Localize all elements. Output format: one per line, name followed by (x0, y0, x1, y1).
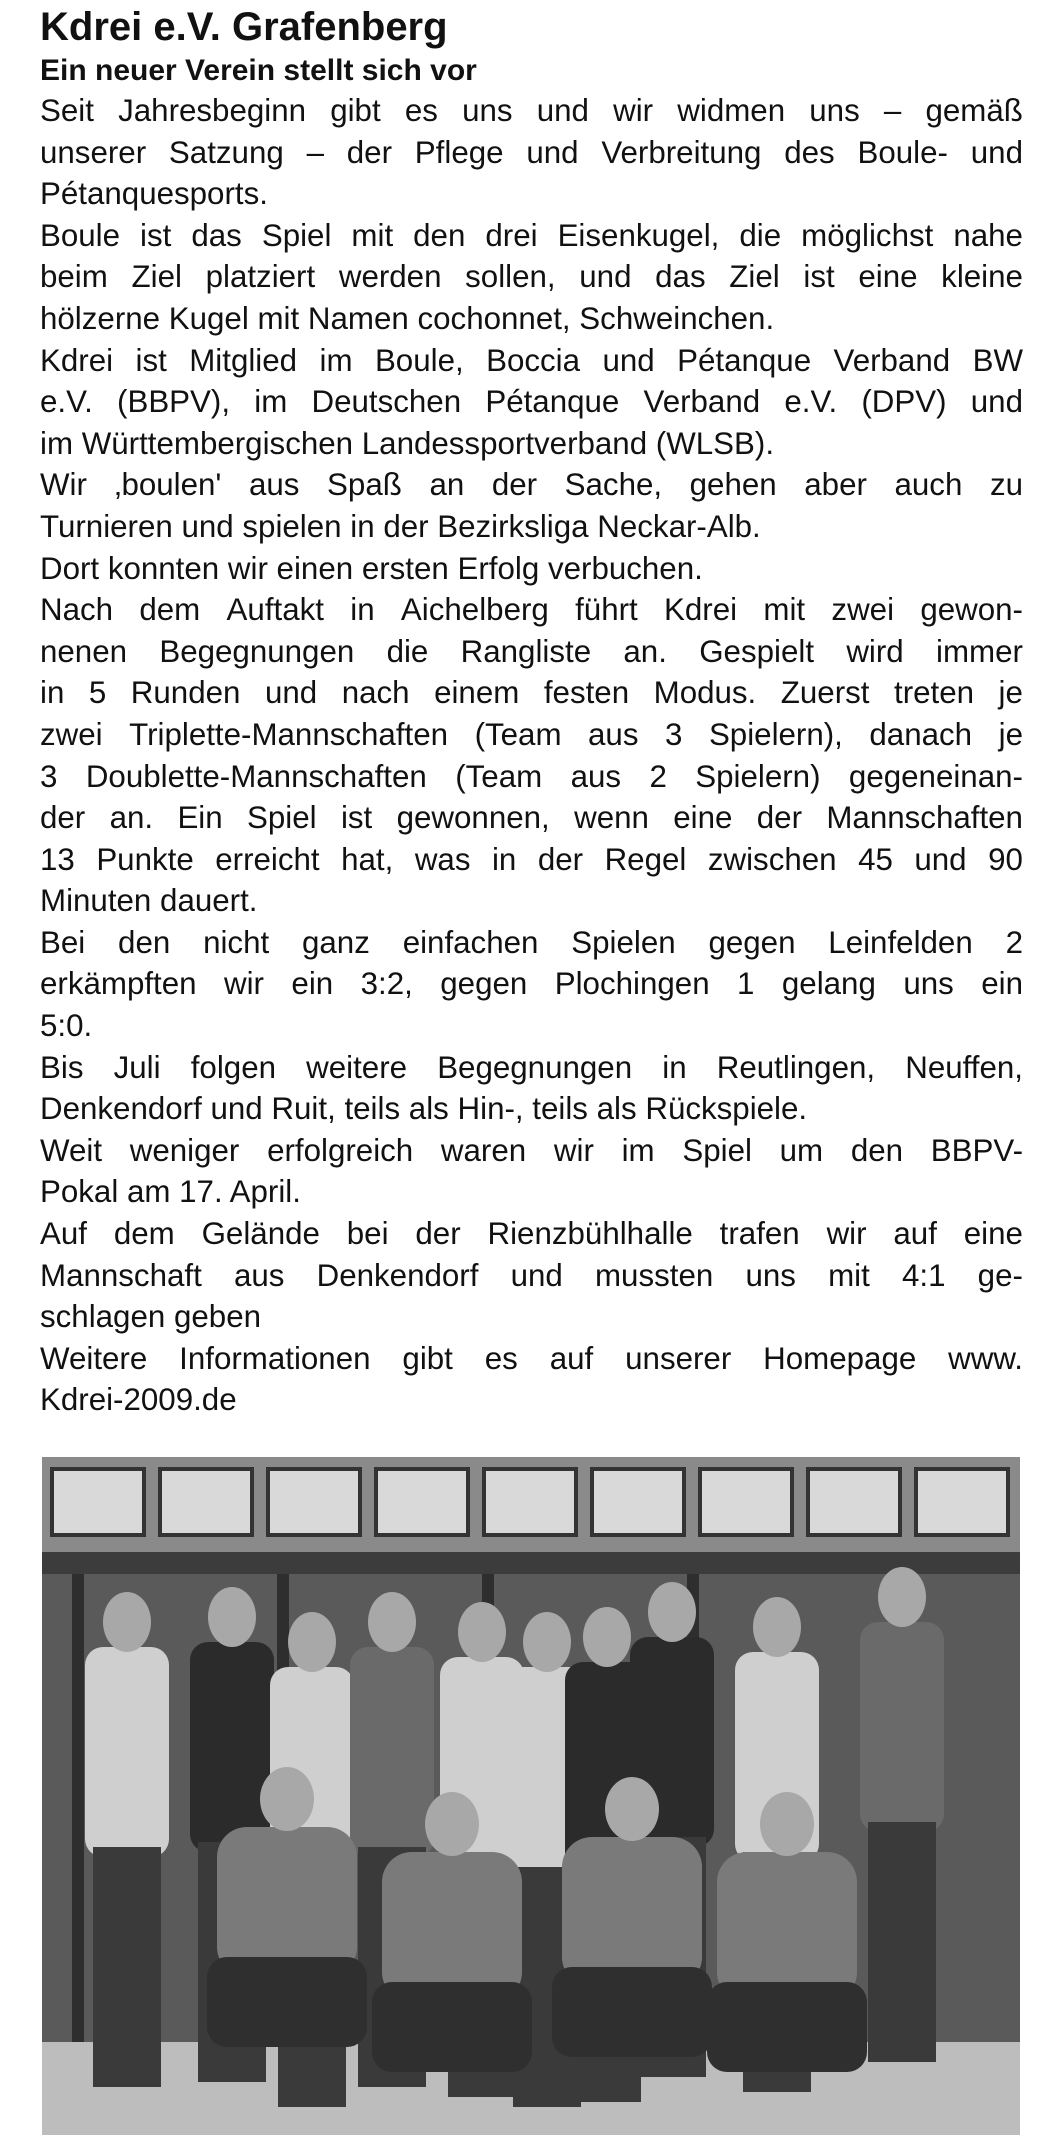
photo-post (72, 1574, 84, 2044)
article-line: Pétanquesports. (40, 176, 268, 212)
group-photo-image (42, 1457, 1020, 2135)
article-body (40, 90, 1023, 1421)
photo-person-body (85, 1647, 169, 1857)
photo-window (268, 1469, 360, 1535)
article-line: Boule ist das Spiel mit den drei Eisenkugel, die möglichst nahe (40, 217, 1023, 253)
article-subtitle: Ein neuer Verein stellt sich vor (40, 54, 477, 87)
article-line: Kdrei ist Mitglied im Boule, Boccia und Pétanque Verband BW (40, 342, 1023, 378)
article-line: 13 Punkte erreicht hat, was in der Regel zwischen 45 und 90 (40, 841, 1023, 877)
photo-person-body (562, 1837, 702, 1987)
photo-person-head (760, 1792, 814, 1856)
photo-window (376, 1469, 468, 1535)
photo-person-legs (93, 1847, 161, 2087)
article (40, 0, 1023, 1421)
photo-person-body (190, 1642, 274, 1852)
article-line: hölzerne Kugel mit Namen cochonnet, Schweinchen. (40, 300, 775, 336)
article-line: Auf dem Gelände bei der Rienzbühlhalle trafen wir auf eine (40, 1216, 1023, 1252)
photo-person-head (878, 1567, 926, 1627)
photo-person-head (583, 1607, 631, 1667)
photo-person-head (753, 1597, 801, 1657)
photo-beam (42, 1552, 1020, 1574)
photo-window (52, 1469, 144, 1535)
photo-window (808, 1469, 900, 1535)
photo-person-head (425, 1792, 479, 1856)
article-line: zwei Triplette-Mannschaften (Team aus 3 Spielern), danach je (40, 716, 1023, 752)
photo-window (916, 1469, 1008, 1535)
photo-person-head (368, 1592, 416, 1652)
article-line: Nach dem Auftakt in Aichelberg führt Kdrei mit zwei gewon- (40, 592, 1023, 628)
photo-person-legs (372, 1982, 532, 2072)
photo-person-body (382, 1852, 522, 2002)
article-line: Weitere Informationen gibt es auf unserer Homepage www. (40, 1340, 1023, 1376)
article-line: Bei den nicht ganz einfachen Spielen gegen Leinfelden 2 (40, 924, 1023, 960)
group-photo (42, 1457, 1020, 2135)
photo-window (160, 1469, 252, 1535)
photo-person-legs (868, 1822, 936, 2062)
photo-person-head (103, 1592, 151, 1652)
photo-person-legs (207, 1957, 367, 2047)
article-line: nenen Begegnungen die Rangliste an. Gespielt wird immer (40, 633, 1023, 669)
article-line: Denkendorf und Ruit, teils als Hin-, teils als Rückspiele. (40, 1091, 808, 1127)
photo-person-head (605, 1777, 659, 1841)
article-line: schlagen geben (40, 1299, 262, 1335)
article-line: Dort konnten wir einen ersten Erfolg verbuchen. (40, 550, 703, 586)
article-title: Kdrei e.V. Grafenberg (40, 5, 448, 49)
article-line: Turnieren und spielen in der Bezirksliga Neckar-Alb. (40, 508, 761, 544)
article-line: Wir ‚boulen' aus Spaß an der Sache, gehen aber auch zu (40, 467, 1023, 503)
photo-person-head (208, 1587, 256, 1647)
article-line: Weit weniger erfolgreich waren wir im Spiel um den BBPV- (40, 1132, 1023, 1168)
photo-person-body (717, 1852, 857, 2002)
article-line: Minuten dauert. (40, 883, 258, 919)
article-line: Kdrei-2009.de (40, 1382, 237, 1418)
photo-person-head (288, 1612, 336, 1672)
photo-window (700, 1469, 792, 1535)
photo-person-body (350, 1647, 434, 1857)
photo-window (592, 1469, 684, 1535)
photo-window (484, 1469, 576, 1535)
article-line: e.V. (BBPV), im Deutschen Pétanque Verband e.V. (DPV) und (40, 384, 1023, 420)
article-line: unserer Satzung – der Pflege und Verbreitung des Boule- und (40, 134, 1023, 170)
article-line: Bis Juli folgen weitere Begegnungen in Reutlingen, Neuffen, (40, 1049, 1023, 1085)
article-line: der an. Ein Spiel ist gewonnen, wenn eine der Mannschaften (40, 800, 1023, 836)
article-line: im Württembergischen Landessportverband (WLSB). (40, 425, 775, 461)
photo-person-head (260, 1767, 314, 1831)
photo-person-legs (552, 1967, 712, 2057)
photo-person-head (458, 1602, 506, 1662)
photo-person-body (860, 1622, 944, 1832)
article-line: in 5 Runden und nach einem festen Modus. Zuerst treten je (40, 675, 1023, 711)
article-line: Seit Jahresbeginn gibt es uns und wir widmen uns – gemäß (40, 93, 1023, 128)
article-line: Pokal am 17. April. (40, 1174, 301, 1210)
article-line: 3 Doublette-Mannschaften (Team aus 2 Spielern) gegeneinan- (40, 758, 1023, 794)
article-line: Mannschaft aus Denkendorf und mussten uns mit 4:1 ge- (40, 1257, 1023, 1293)
photo-person-body (217, 1827, 357, 1977)
photo-person-legs (707, 1982, 867, 2072)
photo-person-head (648, 1582, 696, 1642)
photo-person-head (523, 1612, 571, 1672)
article-line: beim Ziel platziert werden sollen, und das Ziel ist eine kleine (40, 259, 1023, 295)
article-line: 5:0. (40, 1008, 93, 1044)
article-line: erkämpften wir ein 3:2, gegen Plochingen 1 gelang uns ein (40, 966, 1023, 1002)
